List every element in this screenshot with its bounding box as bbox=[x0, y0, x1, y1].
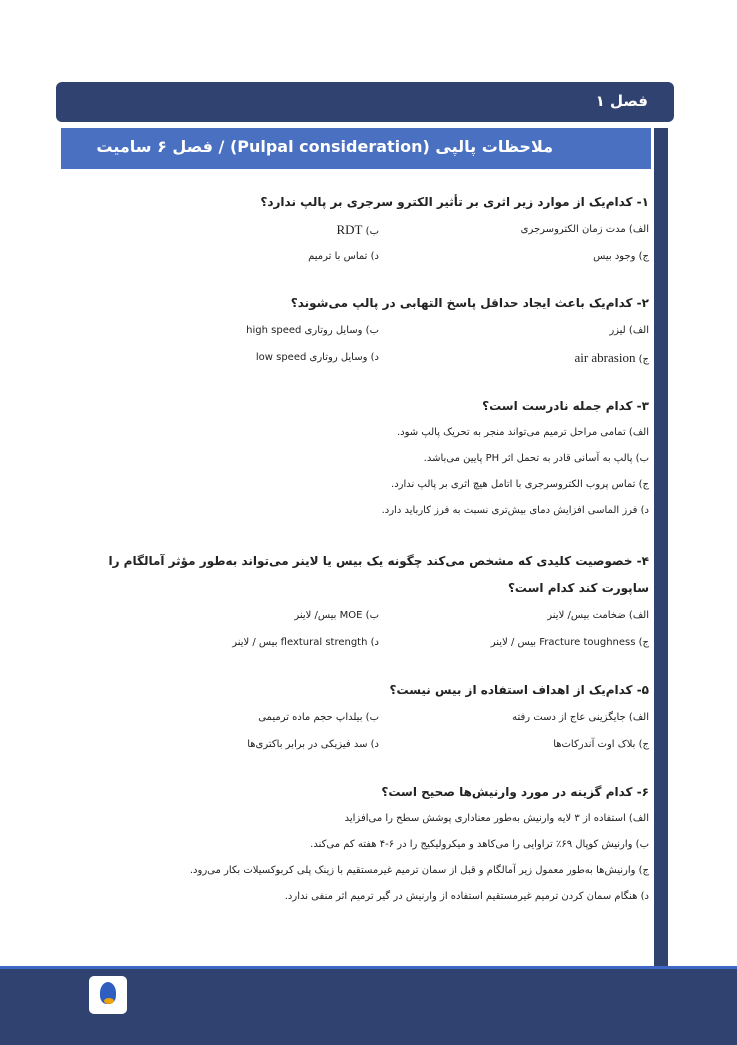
side-stripe bbox=[654, 128, 668, 968]
logo-accent-icon bbox=[104, 998, 114, 1004]
option-d: د) flextural strength بیس / لاینر bbox=[232, 637, 379, 648]
option-d: د) تماس با ترمیم bbox=[308, 251, 379, 262]
option-d: د) فرز الماسی افزایش دمای بیش‌تری نسبت به فرز کارباید دارد. bbox=[381, 505, 649, 516]
options-row bbox=[109, 317, 649, 344]
option-b: ب) پالپ به آسانی قادر به تحمل اثر PH پایین می‌باشد. bbox=[423, 453, 649, 464]
question-2 bbox=[109, 290, 649, 371]
option-a: الف) ضخامت بیس/ لاینر bbox=[547, 610, 649, 621]
options-row bbox=[109, 704, 649, 731]
option-c: ج) air abrasion bbox=[574, 349, 649, 365]
question-5 bbox=[109, 677, 649, 758]
options-row bbox=[109, 344, 649, 371]
question-6 bbox=[190, 779, 649, 910]
chapter-label: فصل ۱ bbox=[595, 92, 648, 110]
section-title: ملاحظات پالپی (Pulpal consideration) / فصل ۶ سامیت bbox=[96, 137, 553, 156]
option-c: ج) وجود بیس bbox=[593, 251, 649, 262]
options-row bbox=[87, 629, 649, 656]
option-a: الف) لیزر bbox=[609, 325, 649, 336]
option-b: ب) MOE بیس/ لاینر bbox=[294, 610, 379, 621]
option-b: ب) RDT bbox=[336, 221, 379, 237]
question-text: ۴- خصوصیت کلیدی که مشخص می‌کند چگونه یک بیس یا لاینر می‌تواند به‌طور مؤثر آمالگام را ساپورت کند کدام است؟ bbox=[108, 554, 649, 595]
question-1 bbox=[109, 189, 649, 270]
question-text: ۶- کدام گزینه در مورد وارنیش‌ها صحیح است؟ bbox=[381, 785, 649, 799]
options-row bbox=[109, 243, 649, 270]
option-c: ج) وارنیش‌ها به‌طور معمول زیر آمالگام و قبل از سمان ترمیم غیرمستقیم با زینک پلی کربوکسیلات بکار می‌رود. bbox=[189, 865, 649, 876]
question-text: ۵- کدام‌یک از اهداف استفاده از بیس نیست؟ bbox=[389, 683, 649, 697]
chapter-header-bar bbox=[56, 82, 674, 122]
option-a: الف) جایگزینی عاج از دست رفته bbox=[512, 712, 649, 723]
publisher-logo bbox=[89, 976, 127, 1014]
option-b: ب) وارنیش کوپال ۶۹٪ تراوایی را می‌کاهد و میکرولیکیج را در ۶-۴ هفته کم می‌کند. bbox=[310, 839, 649, 850]
options-row bbox=[109, 216, 649, 243]
question-text: ۳- کدام جمله نادرست است؟ bbox=[482, 399, 649, 413]
option-d: د) سد فیزیکی در برابر باکتری‌ها bbox=[247, 739, 379, 750]
section-title-box bbox=[61, 128, 651, 169]
option-a: الف) مدت زمان الکتروسرجری bbox=[520, 224, 649, 235]
option-d: د) وسایل روتاری low speed bbox=[255, 352, 379, 363]
question-4 bbox=[87, 548, 649, 656]
option-b: ب) وسایل روتاری high speed bbox=[246, 325, 379, 336]
options-row bbox=[109, 731, 649, 758]
option-c: ج) تماس پروب الکتروسرجری با اتامل هیچ اثری بر پالپ ندارد. bbox=[391, 479, 649, 490]
option-a: الف) تمامی مراحل ترمیم می‌تواند منجر به تحریک پالپ شود. bbox=[396, 427, 649, 438]
option-c: ج) Fracture toughness بیس / لاینر bbox=[490, 637, 649, 648]
options-row bbox=[87, 602, 649, 629]
option-b: ب) بیلداپ حجم ماده ترمیمی bbox=[258, 712, 379, 723]
option-c: ج) بلاک اوت آندرکات‌ها bbox=[553, 739, 649, 750]
question-text: ۲- کدام‌یک باعث ایجاد حداقل پاسخ التهابی در پالپ می‌شوند؟ bbox=[290, 296, 649, 310]
question-text: ۱- کدام‌یک از موارد زیر اثری بر تأثیر الکترو سرجری بر پالپ ندارد؟ bbox=[260, 195, 649, 209]
question-3 bbox=[382, 393, 649, 524]
option-d: د) هنگام سمان کردن ترمیم غیرمستقیم استفاده از وارنیش در گیر ترمیم اثر منفی ندارد. bbox=[284, 891, 649, 902]
option-a: الف) استفاده از ۳ لایه وارنیش به‌طور معناداری پوشش سطح را می‌افزاید bbox=[344, 813, 649, 824]
